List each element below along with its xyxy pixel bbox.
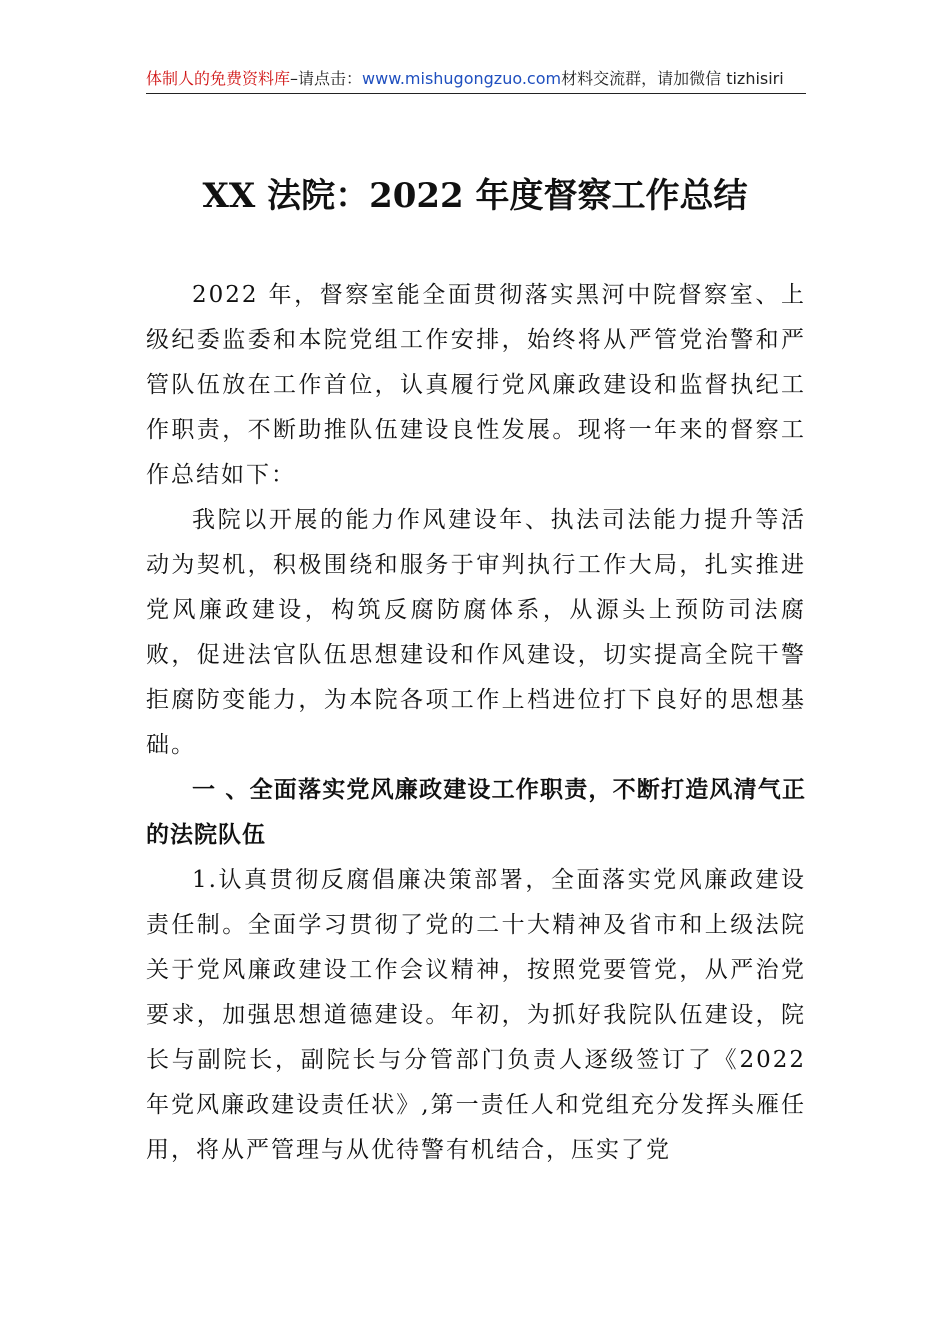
section-heading-1: 一 、全面落实党风廉政建设工作职责，不断打造风清气正的法院队伍 [146,777,806,848]
header-site-link[interactable]: www.mishugongzuo.com [362,69,562,88]
document-body [146,273,806,1173]
header-brand: 体制人的免费资料库 [146,69,291,88]
document-title: XX 法院：2022 年度督察工作总结 [202,176,748,216]
header-contact: 材料交流群，请加微信 tizhisiri [561,69,784,88]
page-header [146,66,806,92]
header-prompt: –请点击： [290,69,363,88]
paragraph-intro: 2022 年，督察室能全面贯彻落实黑河中院督察室、上级纪委监委和本院党组工作安排，始终将从严管党治警和严管队伍放在工作首位，认真履行党风廉政建设和监督执纪工作职责，不断助推队伍建设良性发展。现将一年来的督察工作总结如下： [146,282,806,488]
header-divider [146,93,806,94]
paragraph-item-1: 1.认真贯彻反腐倡廉决策部署，全面落实党风廉政建设责任制。全面学习贯彻了党的二十大精神及省市和上级法院关于党风廉政建设工作会议精神，按照党要管党，从严治党要求，加强思想道德建设。年初，为抓好我院队伍建设，院长与副院长，副院长与分管部门负责人逐级签订了《2022 年党风廉政建设责任状》,第一责任人和党组充分发挥头雁任用，将从严管理与从优待警有机结合，压实了党 [146,867,806,1163]
paragraph-overview: 我院以开展的能力作风建设年、执法司法能力提升等活动为契机，积极围绕和服务于审判执行工作大局，扎实推进党风廉政建设，构筑反腐防腐体系，从源头上预防司法腐败，促进法官队伍思想建设和作风建设，切实提高全院干警拒腐防变能力，为本院各项工作上档进位打下良好的思想基础。 [146,507,806,758]
